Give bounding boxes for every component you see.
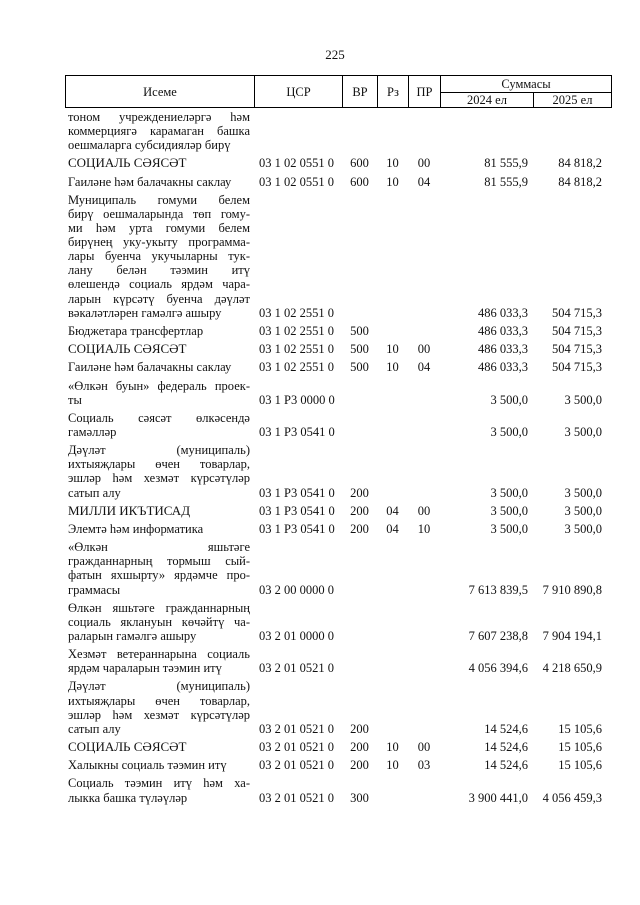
row-vr-code: 600 bbox=[350, 156, 369, 171]
row-csr-code: 03 1 02 0551 0 bbox=[259, 156, 334, 171]
row-name-line: гамәлләр bbox=[68, 425, 117, 439]
row-vr-code: 200 bbox=[350, 485, 369, 500]
row-vr-code: 200 bbox=[350, 721, 369, 736]
row-name-line: Дәүләт (муниципаль) bbox=[68, 443, 250, 458]
header-pr: ПР bbox=[416, 84, 433, 99]
row-name-line: Бюджетара трансфертлар bbox=[68, 323, 204, 338]
row-rz-code: 10 bbox=[386, 174, 399, 189]
table-row bbox=[65, 324, 612, 342]
header-year-2025: 2025 ел bbox=[552, 93, 593, 107]
row-amount-2024: 14 524,6 bbox=[484, 721, 528, 736]
header-vr: ВР bbox=[352, 84, 368, 99]
row-amount-2024: 7 613 839,5 bbox=[468, 582, 528, 597]
table-row bbox=[65, 360, 612, 378]
page-number: 225 bbox=[325, 47, 345, 62]
table-row bbox=[65, 110, 612, 156]
row-name bbox=[65, 110, 254, 152]
row-name bbox=[65, 758, 254, 772]
table-body bbox=[65, 110, 612, 809]
row-pr-code: 04 bbox=[417, 174, 431, 189]
row-amount-2024: 14 524,6 bbox=[484, 740, 528, 754]
row-rz-code: 10 bbox=[386, 156, 399, 171]
row-name bbox=[65, 679, 254, 735]
row-name bbox=[65, 776, 254, 804]
row-amount-2024: 486 033,3 bbox=[478, 305, 528, 320]
row-name bbox=[65, 504, 254, 518]
row-amount-2024: 3 900 441,0 bbox=[468, 790, 528, 805]
row-amount-2024: 486 033,3 bbox=[478, 360, 528, 375]
table-row bbox=[65, 647, 612, 679]
row-vr-code: 600 bbox=[350, 174, 369, 189]
row-amount-2025: 7 910 890,8 bbox=[542, 582, 602, 597]
row-name-line: Өлкән яшьтәге гражданнарның bbox=[68, 600, 250, 615]
table-row bbox=[65, 175, 612, 193]
row-csr-code: 03 1 02 2551 0 bbox=[259, 342, 334, 357]
row-amount-2025: 3 500,0 bbox=[564, 485, 602, 500]
row-pr-code: 04 bbox=[417, 360, 431, 375]
table-row bbox=[65, 740, 612, 758]
row-amount-2025: 15 105,6 bbox=[558, 740, 602, 754]
row-pr-code: 00 bbox=[417, 740, 431, 754]
row-name-line: Хезмәт ветераннарына социаль bbox=[68, 647, 250, 662]
row-name-line: Дәүләт (муниципаль) bbox=[68, 679, 250, 694]
row-amount-2025: 504 715,3 bbox=[552, 360, 602, 375]
row-name-line: гражданнарның тормыш сый- bbox=[68, 554, 250, 569]
row-amount-2025: 84 818,2 bbox=[558, 174, 602, 189]
row-name bbox=[65, 740, 254, 754]
row-name-line: Гаиләне һәм балачакны саклау bbox=[68, 174, 232, 189]
row-name-line: Муниципаль гомуми белем bbox=[68, 192, 250, 207]
row-name bbox=[65, 360, 254, 374]
row-name-line: эшләр һәм хезмәт күрсәтүләр bbox=[68, 707, 250, 722]
table-row bbox=[65, 193, 612, 324]
row-amount-2024: 3 500,0 bbox=[490, 503, 528, 518]
row-name bbox=[65, 522, 254, 536]
row-name-line: Элемтә һәм информатика bbox=[68, 521, 204, 536]
table-row bbox=[65, 342, 612, 360]
table-row bbox=[65, 540, 612, 601]
row-amount-2025: 3 500,0 bbox=[564, 503, 602, 518]
row-vr-code: 200 bbox=[350, 740, 369, 754]
row-amount-2025: 4 218 650,9 bbox=[542, 661, 602, 676]
row-amount-2024: 3 500,0 bbox=[490, 485, 528, 500]
row-pr-code: 03 bbox=[417, 758, 431, 773]
row-name-line: оешмаларга субсидияләр бирү bbox=[68, 138, 231, 153]
header-rz: Рз bbox=[387, 84, 399, 99]
row-name-line: ми һәм урта гомуми белем bbox=[68, 221, 250, 236]
table-row bbox=[65, 379, 612, 411]
row-rz-code: 10 bbox=[386, 740, 399, 754]
table-row bbox=[65, 443, 612, 504]
row-amount-2024: 486 033,3 bbox=[478, 342, 528, 357]
row-name bbox=[65, 379, 254, 407]
header-csr: ЦСР bbox=[286, 84, 311, 99]
row-name-line: социаль яклануын көчәйтү ча- bbox=[68, 614, 250, 629]
row-vr-code: 500 bbox=[350, 323, 369, 338]
row-amount-2025: 7 904 194,1 bbox=[542, 628, 602, 643]
row-amount-2025: 504 715,3 bbox=[552, 305, 602, 320]
row-amount-2025: 3 500,0 bbox=[564, 392, 602, 407]
row-csr-code: 03 1 02 2551 0 bbox=[259, 305, 334, 320]
table-row bbox=[65, 601, 612, 647]
row-csr-code: 03 1 Р3 0541 0 bbox=[259, 425, 335, 439]
row-amount-2024: 4 056 394,6 bbox=[468, 661, 528, 676]
row-name-line: эшләр һәм хезмәт күрсәтүләр bbox=[68, 471, 250, 486]
row-csr-code: 03 1 02 0551 0 bbox=[259, 174, 334, 189]
row-name-line: өлешендә социаль ярдәм чара- bbox=[68, 277, 250, 292]
row-amount-2024: 3 500,0 bbox=[490, 521, 528, 536]
row-name-line: СОЦИАЛЬ СӘЯСӘТ bbox=[68, 155, 187, 171]
row-csr-code: 03 1 02 2551 0 bbox=[259, 360, 334, 375]
header-sums: Суммасы bbox=[501, 77, 551, 91]
row-csr-code: 03 1 Р3 0541 0 bbox=[259, 485, 335, 500]
row-name bbox=[65, 540, 254, 596]
row-name-line: бирү оешмаларында төп гому- bbox=[68, 206, 250, 221]
table-row bbox=[65, 156, 612, 174]
row-csr-code: 03 2 01 0000 0 bbox=[259, 628, 334, 643]
row-name-line: бирүнең уку-укыту программа- bbox=[68, 235, 250, 250]
table-row bbox=[65, 522, 612, 540]
row-vr-code: 500 bbox=[350, 342, 369, 357]
row-name-line: тоном учреждениеләргә һәм bbox=[68, 110, 250, 124]
row-name-line: ты bbox=[68, 392, 82, 407]
row-name-line: ярдәм чараларын тәэмин итү bbox=[68, 661, 222, 676]
row-name-line: сатып алу bbox=[68, 721, 121, 736]
table-row bbox=[65, 758, 612, 776]
row-amount-2025: 15 105,6 bbox=[558, 758, 602, 773]
row-csr-code: 03 1 Р3 0541 0 bbox=[259, 503, 335, 518]
row-name-line: ихтыяҗлары өчен товарлар, bbox=[68, 457, 250, 472]
row-name bbox=[65, 324, 254, 338]
row-rz-code: 10 bbox=[386, 342, 399, 357]
row-pr-code: 00 bbox=[417, 342, 431, 357]
row-name-line: вәкаләтләрен гамәлгә ашыру bbox=[68, 305, 222, 320]
row-csr-code: 03 1 Р3 0000 0 bbox=[259, 392, 335, 407]
row-rz-code: 04 bbox=[386, 503, 399, 518]
table-row bbox=[65, 776, 612, 808]
row-amount-2025: 15 105,6 bbox=[558, 721, 602, 736]
row-csr-code: 03 2 00 0000 0 bbox=[259, 582, 334, 597]
table-header bbox=[65, 75, 612, 108]
row-amount-2024: 486 033,3 bbox=[478, 323, 528, 338]
row-csr-code: 03 1 Р3 0541 0 bbox=[259, 521, 335, 536]
row-name-line: СОЦИАЛЬ СӘЯСӘТ bbox=[68, 739, 187, 754]
row-name-line: Социаль тәэмин итү һәм ха- bbox=[68, 776, 250, 791]
row-rz-code: 10 bbox=[386, 758, 399, 773]
row-csr-code: 03 2 01 0521 0 bbox=[259, 790, 334, 805]
row-vr-code: 200 bbox=[350, 503, 369, 518]
row-name-line: фатын яхшырту» ярдәмче про- bbox=[68, 568, 250, 583]
row-name-line: лыкка башка түләүләр bbox=[68, 790, 188, 805]
row-amount-2025: 3 500,0 bbox=[564, 425, 602, 439]
table-row bbox=[65, 504, 612, 522]
row-name-line: СОЦИАЛЬ СӘЯСӘТ bbox=[68, 341, 187, 357]
row-name bbox=[65, 193, 254, 320]
row-name-line: коммерциягә карамаган башка bbox=[68, 124, 250, 139]
row-vr-code: 200 bbox=[350, 758, 369, 773]
row-name-line: ихтыяҗлары өчен товарлар, bbox=[68, 693, 250, 708]
row-name-line: лану белән тәэмин итү bbox=[68, 263, 250, 278]
row-rz-code: 10 bbox=[386, 360, 399, 375]
row-csr-code: 03 2 01 0521 0 bbox=[259, 758, 334, 773]
row-name-line: МИЛЛИ ИКЪТИСАД bbox=[68, 502, 191, 518]
row-csr-code: 03 2 01 0521 0 bbox=[259, 740, 334, 754]
row-name bbox=[65, 647, 254, 675]
row-name bbox=[65, 156, 254, 170]
row-name bbox=[65, 175, 254, 189]
header-name: Исеме bbox=[143, 84, 177, 99]
table-row bbox=[65, 679, 612, 740]
row-name-line: граммасы bbox=[68, 582, 121, 597]
row-name bbox=[65, 342, 254, 356]
row-amount-2025: 504 715,3 bbox=[552, 342, 602, 357]
row-amount-2025: 4 056 459,3 bbox=[542, 790, 602, 805]
table-row bbox=[65, 411, 612, 443]
header-year-2024: 2024 ел bbox=[467, 93, 507, 107]
row-rz-code: 04 bbox=[386, 521, 399, 536]
row-amount-2025: 504 715,3 bbox=[552, 323, 602, 338]
row-name bbox=[65, 601, 254, 643]
row-name-line: раларын гамәлгә ашыру bbox=[68, 628, 197, 643]
row-vr-code: 500 bbox=[350, 360, 369, 375]
row-pr-code: 10 bbox=[417, 521, 431, 536]
row-pr-code: 00 bbox=[417, 503, 431, 518]
row-amount-2024: 14 524,6 bbox=[484, 758, 528, 773]
row-name-line: лары буенча укучыларны тук- bbox=[68, 249, 250, 264]
row-name-line: Халыкны социаль тәэмин итү bbox=[68, 758, 227, 773]
row-pr-code: 00 bbox=[417, 156, 431, 171]
row-amount-2024: 3 500,0 bbox=[490, 392, 528, 407]
row-amount-2024: 3 500,0 bbox=[490, 425, 528, 439]
row-name-line: ларын күрсәтү буенча дәүләт bbox=[68, 291, 250, 306]
row-vr-code: 300 bbox=[350, 790, 369, 805]
row-name-line: Социаль сәясәт өлкәсендә bbox=[68, 410, 250, 425]
row-name-line: «Өлкән буын» федераль проек- bbox=[68, 378, 250, 393]
row-amount-2024: 81 555,9 bbox=[484, 174, 528, 189]
row-amount-2024: 7 607 238,8 bbox=[468, 628, 528, 643]
row-amount-2024: 81 555,9 bbox=[484, 156, 528, 171]
row-amount-2025: 3 500,0 bbox=[564, 521, 602, 536]
row-amount-2025: 84 818,2 bbox=[558, 156, 602, 171]
row-csr-code: 03 1 02 2551 0 bbox=[259, 323, 334, 338]
row-name bbox=[65, 443, 254, 499]
row-name-line: Гаиләне һәм балачакны саклау bbox=[68, 360, 232, 375]
row-csr-code: 03 2 01 0521 0 bbox=[259, 661, 334, 676]
row-name bbox=[65, 411, 254, 439]
row-vr-code: 200 bbox=[350, 521, 369, 536]
row-csr-code: 03 2 01 0521 0 bbox=[259, 721, 334, 736]
row-name-line: сатып алу bbox=[68, 485, 121, 500]
row-name-line: «Өлкән яшьтәге bbox=[68, 540, 250, 555]
